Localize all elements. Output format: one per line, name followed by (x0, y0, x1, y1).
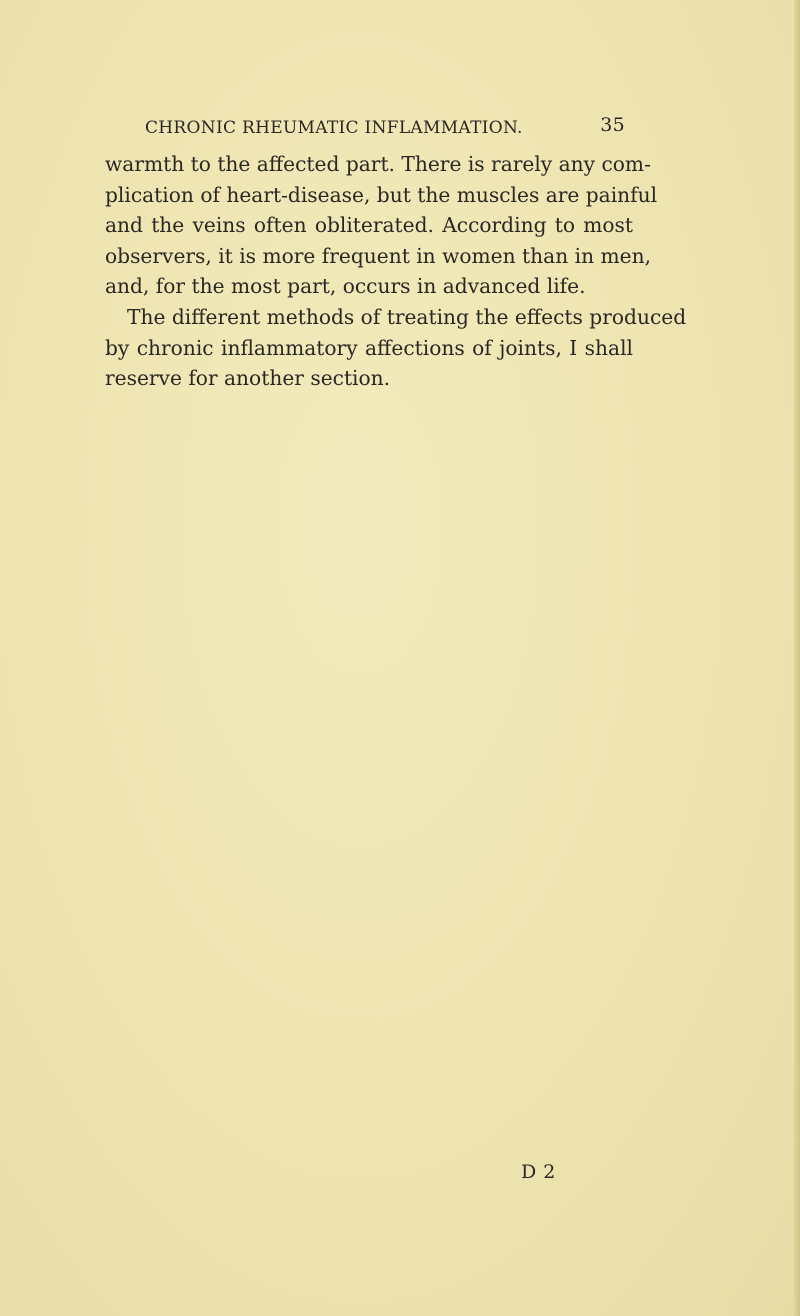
text-line: reserve for another section. (105, 366, 391, 391)
text-line: The different methods of treating the effects produced (127, 304, 687, 329)
running-head (145, 114, 625, 144)
text-line: observers, it is more frequent in women than in men, (105, 243, 651, 268)
signature-mark: D 2 (521, 1161, 556, 1183)
text-line: plication of heart-disease, but the muscles are painful (105, 182, 658, 207)
text-line: and, for the most part, occurs in advanced life. (105, 274, 586, 299)
text-line: by chronic inflammatory affections of joints, I shall (105, 335, 633, 360)
running-title: CHRONIC RHEUMATIC INFLAMMATION. (145, 118, 523, 138)
text-line: and the veins often obliterated. According to most (105, 213, 633, 238)
page-number: 35 (600, 114, 625, 136)
body-text (105, 149, 687, 394)
page-edge (794, 0, 800, 1316)
text-line: warmth to the affected part. There is rarely any com- (105, 152, 651, 176)
